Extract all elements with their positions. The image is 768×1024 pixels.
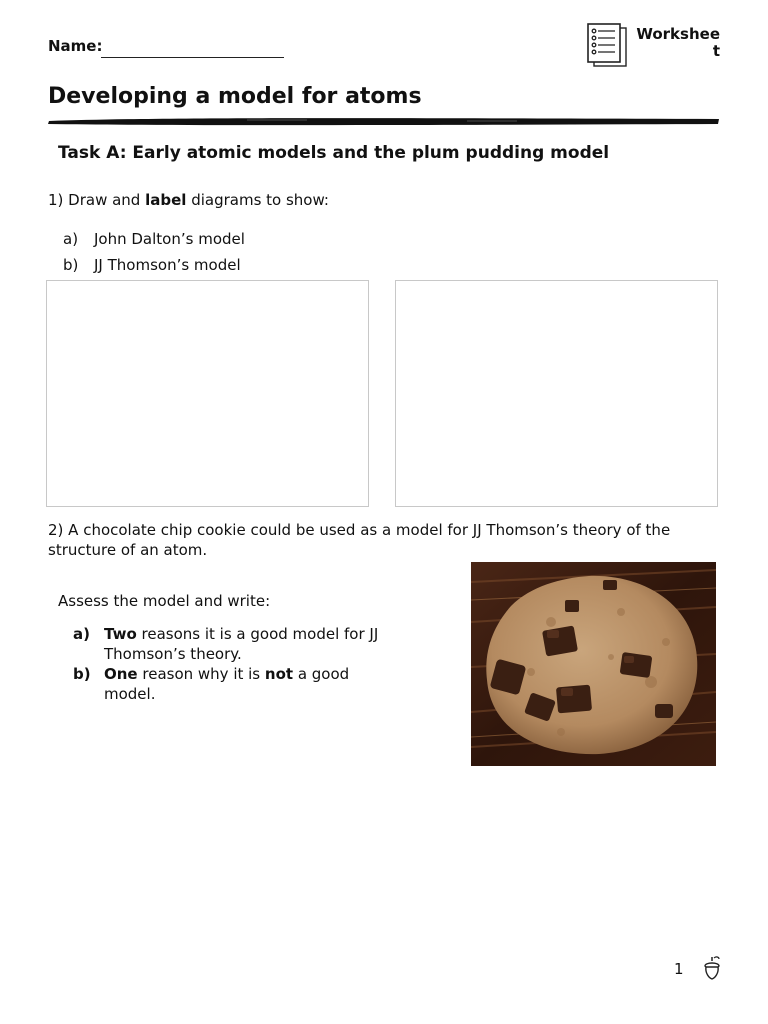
cookie-photo: [471, 562, 716, 766]
assess-list: [73, 624, 393, 704]
q1-suffix: diagrams to show:: [186, 191, 329, 209]
worksheet-icon: [585, 22, 629, 68]
task-a-heading: Task A: Early atomic models and the plum pudding model: [58, 143, 610, 163]
question-2: 2) A chocolate chip cookie could be used as a model for JJ Thomson’s theory of the structure of an atom.: [48, 521, 671, 559]
assess-item-b-bold2: not: [264, 665, 294, 683]
q1-item-a-marker: a): [63, 230, 79, 248]
assess-item-b-mid: reason why it is: [137, 665, 265, 683]
worksheet-label-line1: Workshee: [636, 25, 720, 43]
worksheet-label-line2: t: [712, 42, 720, 60]
assess-item-a-marker: a): [73, 625, 90, 643]
thomson-drawing-box[interactable]: [395, 280, 718, 507]
assess-item-a-bold: Two: [104, 625, 137, 643]
assess-item-b-bold: One: [104, 665, 138, 683]
q1-item-b: [63, 256, 241, 274]
name-field-line[interactable]: [101, 57, 284, 58]
assess-item-b-marker: b): [73, 665, 91, 683]
acorn-icon: [700, 954, 724, 982]
assess-item-a-rest: reasons it is a good model for JJ Thomson’s theory.: [104, 625, 379, 663]
dalton-drawing-box[interactable]: [46, 280, 369, 507]
q1-item-a-text: John Dalton’s model: [94, 230, 245, 248]
assess-item-b: [73, 664, 393, 704]
assess-item-a: [73, 624, 393, 664]
q1-bold: label: [145, 191, 187, 209]
assess-item-b-rest: a good model.: [104, 665, 350, 703]
q1-item-b-marker: b): [63, 256, 79, 274]
brush-stroke-divider: [47, 116, 721, 127]
name-label: Name:: [48, 37, 103, 55]
assess-instruction: Assess the model and write:: [58, 592, 271, 610]
q1-item-a: [63, 230, 245, 248]
q1-prefix: 1) Draw and: [48, 191, 146, 209]
question-1: [48, 191, 329, 209]
q1-item-b-text: JJ Thomson’s model: [94, 256, 241, 274]
worksheet-label: [630, 26, 720, 60]
page-number: 1: [674, 960, 684, 978]
page-title: Developing a model for atoms: [48, 84, 422, 109]
